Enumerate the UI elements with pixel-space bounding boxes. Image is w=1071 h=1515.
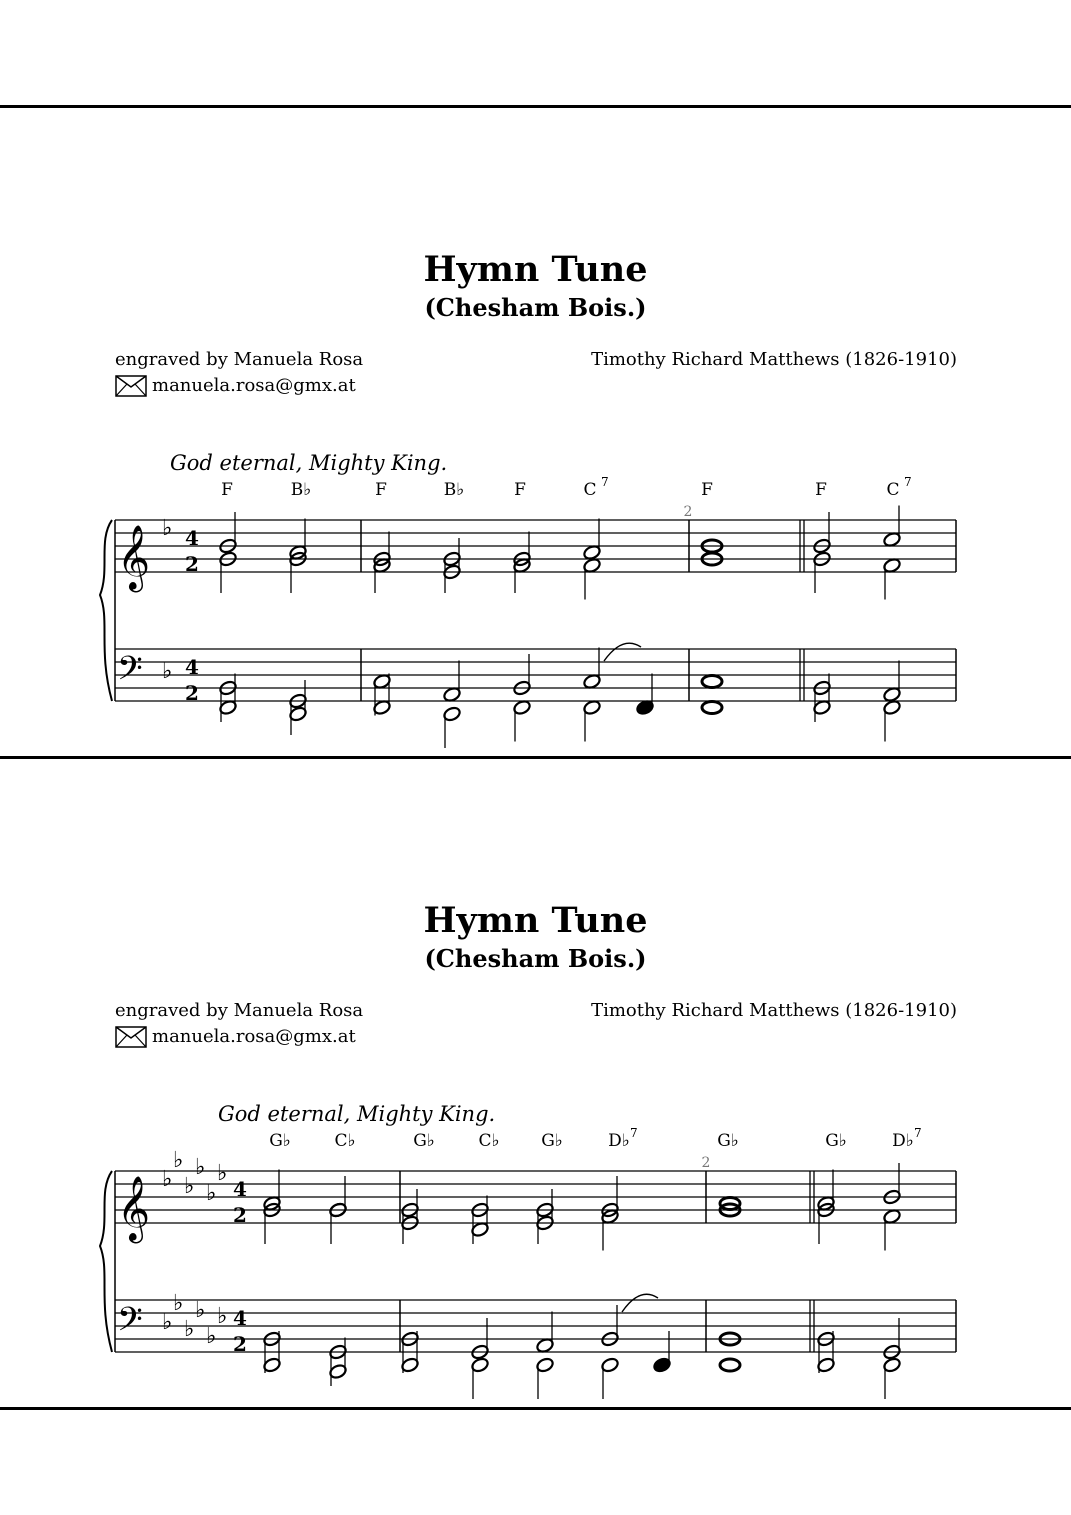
key-signature-flat: ♭	[173, 1148, 184, 1173]
engraver-credit: engraved by Manuela Rosa	[115, 349, 364, 370]
chord-symbol: G♭	[717, 1131, 739, 1151]
chord-symbol: D♭	[892, 1131, 914, 1151]
page-subtitle: (Chesham Bois.)	[424, 944, 647, 973]
chord-superscript: 7	[630, 1126, 638, 1140]
chord-symbol: F	[701, 480, 713, 500]
chord-symbol: C♭	[334, 1131, 356, 1151]
chord-symbol: F	[815, 480, 827, 500]
email-link[interactable]: manuela.rosa@gmx.at	[152, 1026, 356, 1047]
key-signature-flat: ♭	[184, 1174, 195, 1199]
page-title: Hymn Tune	[423, 249, 648, 290]
time-signature-bottom: 2	[185, 681, 199, 705]
sheet-page-2	[0, 651, 1071, 1356]
chord-symbol: G♭	[825, 1131, 847, 1151]
chord-symbol: C	[886, 480, 900, 500]
bass-clef: 𝄢	[117, 1301, 143, 1347]
bass-clef: 𝄢	[117, 650, 143, 696]
score-system	[0, 651, 1071, 1356]
chord-symbol: C♭	[478, 1131, 500, 1151]
page-title: Hymn Tune	[423, 900, 648, 941]
score-system	[0, 0, 1071, 705]
whole-note	[720, 1359, 740, 1371]
chord-superscript: 7	[914, 1126, 922, 1140]
time-signature-bottom: 2	[233, 1332, 247, 1356]
chord-symbol: B♭	[443, 480, 465, 500]
time-signature-bottom: 2	[233, 1203, 247, 1227]
key-signature-flat: ♭	[195, 1298, 206, 1323]
brace	[100, 1171, 112, 1352]
chord-symbol: C	[583, 480, 597, 500]
key-signature-flat: ♭	[217, 1304, 228, 1329]
chord-symbol: G♭	[541, 1131, 563, 1151]
email-link[interactable]: manuela.rosa@gmx.at	[152, 375, 356, 396]
key-signature-flat: ♭	[162, 1167, 173, 1192]
chord-symbol: B♭	[290, 480, 312, 500]
chord-superscript: 7	[904, 475, 912, 489]
key-signature-flat: ♭	[184, 1317, 195, 1342]
time-signature-top: 4	[233, 1177, 247, 1201]
time-signature-top: 4	[233, 1306, 247, 1330]
key-signature-flat: ♭	[195, 1155, 206, 1180]
key-signature-flat: ♭	[173, 1291, 184, 1316]
tempo-marking: God eternal, Mighty King.	[170, 451, 448, 475]
key-signature-flat: ♭	[206, 1324, 217, 1349]
composer-credit: Timothy Richard Matthews (1826-1910)	[591, 1000, 957, 1021]
measure-number: 2	[701, 1155, 711, 1171]
chord-symbol: F	[375, 480, 387, 500]
key-signature-flat: ♭	[162, 1310, 173, 1335]
chord-symbol: D♭	[608, 1131, 630, 1151]
time-signature-top: 4	[185, 526, 199, 550]
time-signature-top: 4	[185, 655, 199, 679]
page-subtitle: (Chesham Bois.)	[424, 293, 647, 322]
chord-symbol: F	[221, 480, 233, 500]
key-signature-flat: ♭	[217, 1161, 228, 1186]
slur	[622, 1294, 658, 1312]
chord-symbol: G♭	[413, 1131, 435, 1151]
composer-credit: Timothy Richard Matthews (1826-1910)	[591, 349, 957, 370]
time-signature-bottom: 2	[185, 552, 199, 576]
tempo-marking: God eternal, Mighty King.	[218, 1102, 496, 1126]
key-signature-flat: ♭	[162, 659, 173, 684]
page-divider-bottom	[0, 1407, 1071, 1410]
chord-superscript: 7	[601, 475, 609, 489]
chord-symbol: F	[514, 480, 526, 500]
chord-symbol: G♭	[269, 1131, 291, 1151]
sheet-page-1	[0, 0, 1071, 705]
key-signature-flat: ♭	[162, 516, 173, 541]
engraver-credit: engraved by Manuela Rosa	[115, 1000, 364, 1021]
measure-number: 2	[683, 504, 693, 520]
treble-clef: 𝄞	[117, 525, 151, 590]
treble-clef: 𝄞	[117, 1176, 151, 1241]
key-signature-flat: ♭	[206, 1181, 217, 1206]
